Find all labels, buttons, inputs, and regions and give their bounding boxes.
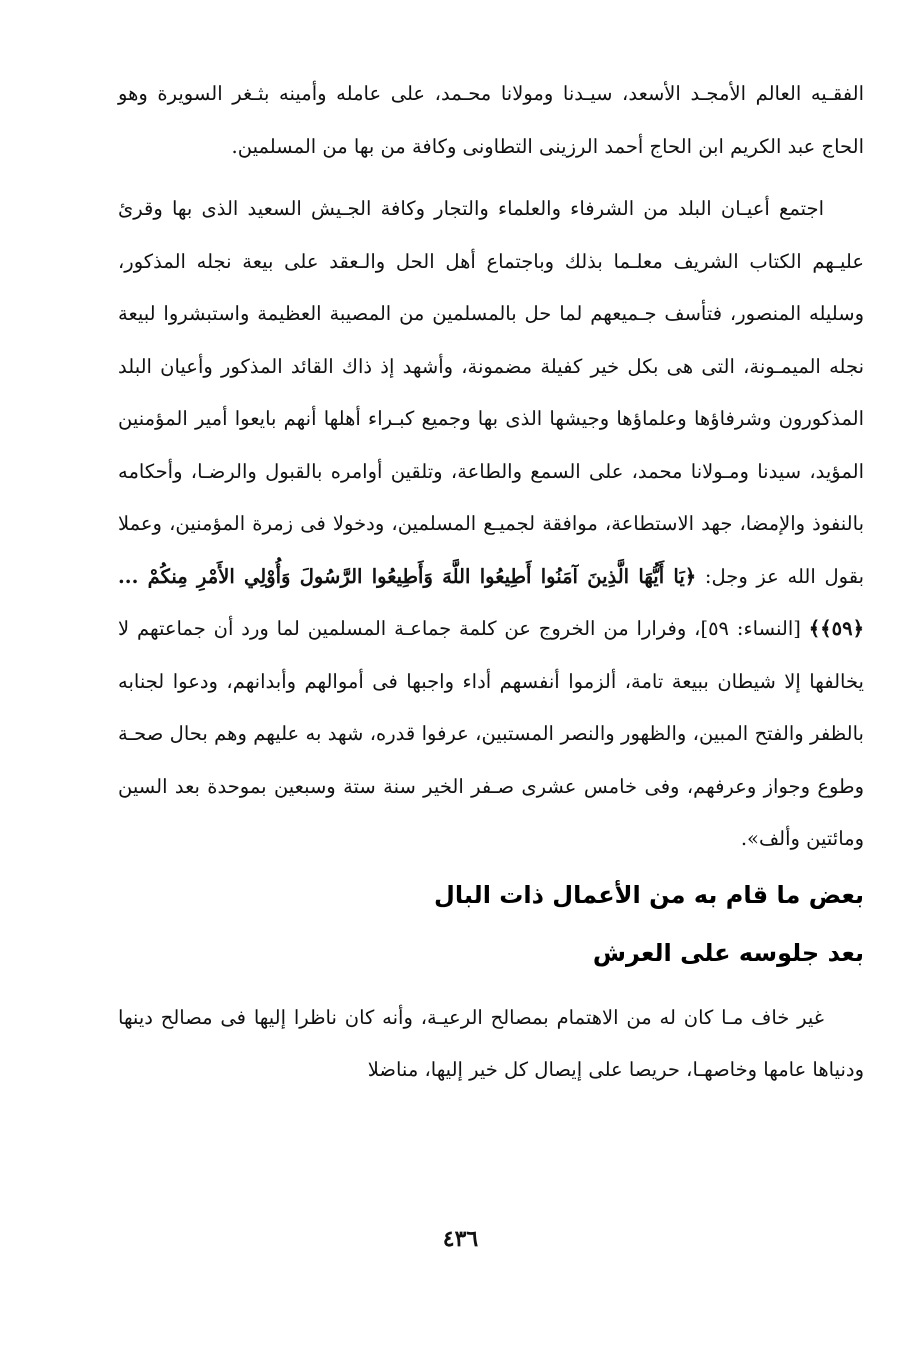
allegiance-text-start: اجتمع أعيـان البلد من الشرفاء والعلماء والتجار وكافة الجـيش السعيد الذى بها وقرئ عليـهم الكتاب الشريف معلـما بذلك وباجتماع أهل الحل والـعقد على بيعة نجله المذكور، وسليله المنصور، فتأسف جـميعهم لما حل بالمسلمين من المصيبة العظيمة واستبشروا لبيعة نجله الميمـونة، التى هى بكل خير كفيلة مضمونة، وأشهد إذ ذاك القائد المذكور وأعيان البلد المذكورون وشرفاؤها وعلماؤها وجيشها الذى بها وجميع كبـراء أهلها أنهم بايعوا أمير المؤمنين المؤيد، سيدنا ومـولانا محمد، على السمع والطاعة، وتلقين أوامره بالقبول والرضـا، وأحكامه بالنفوذ والإمضا، جهد الاستطاعة، موافقة لجميـع المسلمين، ودخولا فى زمرة المؤمنين، وعملا بقول الله عز وجل:	[118, 197, 864, 588]
paragraph-spacer	[118, 173, 864, 183]
quran-verse: ﴿يَا أَيُّهَا الَّذِينَ آمَنُوا أَطِيعُوا اللَّهَ وَأَطِيعُوا الرَّسُولَ وَأُوْلِي الأَمْرِ مِنكُمْ ... ﴿٥٩﴾﴾	[118, 564, 864, 640]
page-number: ٤٣٦	[442, 1226, 479, 1252]
book-page	[118, 68, 864, 1308]
allegiance-text-end: [النساء: ٥٩]، وفرارا من الخروج عن كلمة جماعـة المسلمين لما ورد أن جماعتهم لا يخالفها إلا شيطان ببيعة تامة، ألزموا أنفسهم أداء واجبها فى أموالهم وأبدانهم، ودعوا لجنابه بالظفر والفتح المبين، والظهور والنصر المستبين، عرفوا قدره، شهد به عليهم وهم بحال صحـة وطوع وجواز وعرفهم، وفى خامس عشرى صـفر الخير سنة ستة وسبعين بموحدة بعد السين ومائتين وألف».	[118, 617, 864, 850]
paragraph-opening: الفقـيه العالم الأمجـد الأسعد، سيـدنا ومولانا محـمد، على عامله وأمينه بثـغر السويرة وهو الحاج عبد الكريم ابن الحاج أحمد الرزينى التطاونى وكافة من بها من المسلمين.	[118, 82, 864, 158]
section-heading-line-2: بعد جلوسه على العرش	[592, 938, 864, 967]
paragraph-reforms: غير خاف مـا كان له من الاهتمام بمصالح الرعيـة، وأنه كان ناظرا إليها فى مصالح دينها ودنياها عامها وخاصهـا، حريصا على إيصال كل خير إليها، مناضلا	[118, 1005, 864, 1081]
heading-spacer	[118, 982, 864, 992]
section-heading-line-1: بعض ما قام به من الأعمال ذات البال	[434, 880, 864, 909]
paragraph-allegiance	[118, 183, 864, 866]
